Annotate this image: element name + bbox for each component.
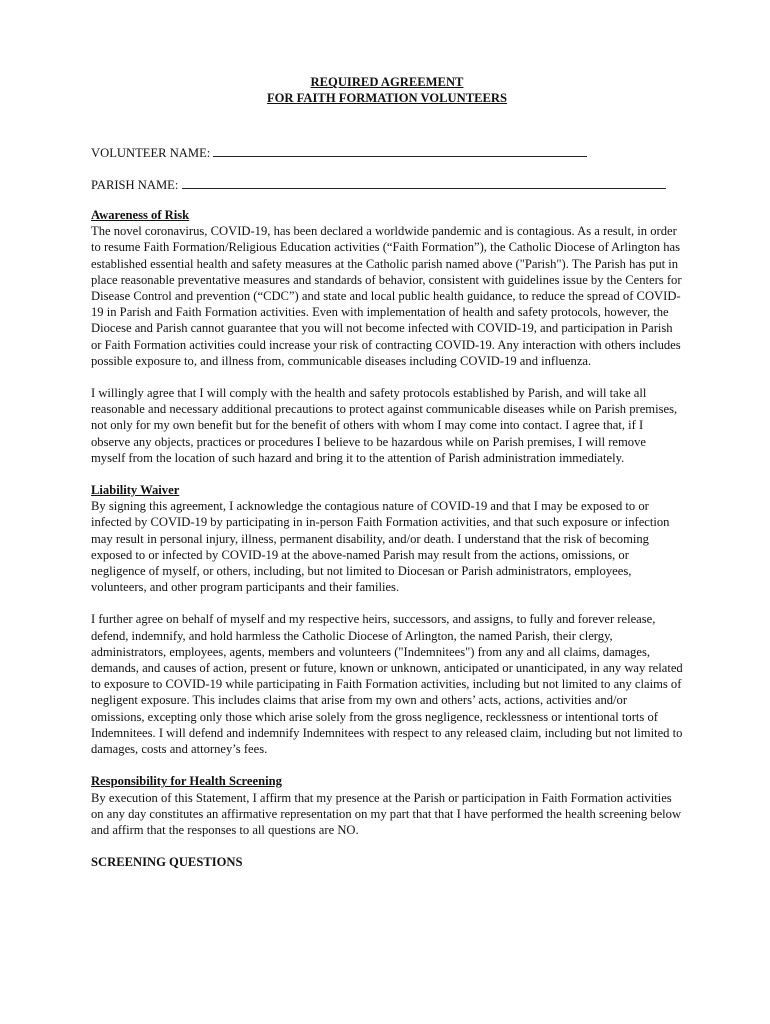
screening-questions-heading: SCREENING QUESTIONS xyxy=(91,855,243,870)
awareness-paragraph-2: I willingly agree that I will comply with the health and safety protocols established by Parish, and will take all reasonable and necessary additional precautions to protect against communicable diseases while on Parish premises, not only for my own benefit but for the benefit of others with whom I may come into contact. I agree that, if I observe any objects, practices or procedures I believe to be hazardous while on Parish premises, I will remove myself from the location of such hazard and bring it to the attention of Parish administration immediately. xyxy=(91,386,678,465)
title-line-1: REQUIRED AGREEMENT xyxy=(310,75,464,89)
parish-name-field[interactable] xyxy=(182,176,666,189)
awareness-paragraph-1: The novel coronavirus, COVID-19, has been declared a worldwide pandemic and is contagious. As a result, in order to resume Faith Formation/Religious Education activities (“Faith Formation”), the Catholic Diocese of Arlington has established essential health and safety measures at the Catholic parish named above ("Parish"). The Parish has put in place reasonable preventative measures and standards of behavior, consistent with guidelines issue by the Centers for Disease Control and prevention (“CDC”) and state and local public health guidance, to reduce the spread of COVID-19 in Parish and Faith Formation activities. Even with implementation of health and safety protocols, however, the Diocese and Parish cannot guarantee that you will not become infected with COVID-19, and participation in Parish or Faith Formation activities could increase your risk of contracting COVID-19. Any interaction with others includes possible exposure to, and illness from, communicable diseases including COVID-19 and influenza. xyxy=(91,224,682,368)
title-line-2: FOR FAITH FORMATION VOLUNTEERS xyxy=(266,91,508,105)
document-page xyxy=(91,74,683,870)
screening-paragraph: By execution of this Statement, I affirm that my presence at the Parish or participation in Faith Formation activities on any day constitutes an affirmative representation on my part that that I have performed the health screening below and affirm that the responses to all questions are NO. xyxy=(91,790,682,837)
parish-name-row xyxy=(91,176,666,193)
liability-paragraph-1: By signing this agreement, I acknowledge the contagious nature of COVID-19 and that I may be exposed to or infected by COVID-19 by participating in in-person Faith Formation activities, and that such exposure or infection may result in personal injury, illness, permanent disability, and/or death. I understand that the risk of becoming exposed to or infected by COVID-19 at the above-named Parish may result from the actions, omissions, or negligence of myself, or others, including, but not limited to Diocesan or Parish administrators, employees, volunteers, and other program participants and their families. xyxy=(91,499,670,595)
screening-heading: Responsibility for Health Screening xyxy=(91,774,282,789)
volunteer-name-row xyxy=(91,144,587,161)
volunteer-name-label: VOLUNTEER NAME: xyxy=(91,146,211,160)
parish-name-label: PARISH NAME: xyxy=(91,178,179,192)
awareness-heading: Awareness of Risk xyxy=(91,208,190,222)
volunteer-name-field[interactable] xyxy=(213,144,587,157)
liability-heading: Liability Waiver xyxy=(91,483,180,498)
liability-paragraph-2: I further agree on behalf of myself and my respective heirs, successors, and assigns, to fully and forever release, defend, indemnify, and hold harmless the Catholic Diocese of Arlington, the named Parish, their clergy, administrators, employees, agents, members and volunteers ("Indemnitees") from any and all claims, damages, demands, and causes of action, present or future, known or unknown, anticipated or unanticipated, in any way related to exposure to COVID-19 while participating in Faith Formation activities, including but not limited to any claims of negligent exposure. This includes claims that arise from my own and others’ acts, actions, activities and/or omissions, excepting only those which arise solely from the gross negligence, recklessness or intentional torts of Indemnitees. I will defend and indemnify Indemnitees with respect to any released claim, including but not limited to damages, costs and attorney’s fees. xyxy=(91,612,683,757)
document-title xyxy=(91,74,683,106)
document-body xyxy=(91,207,683,870)
